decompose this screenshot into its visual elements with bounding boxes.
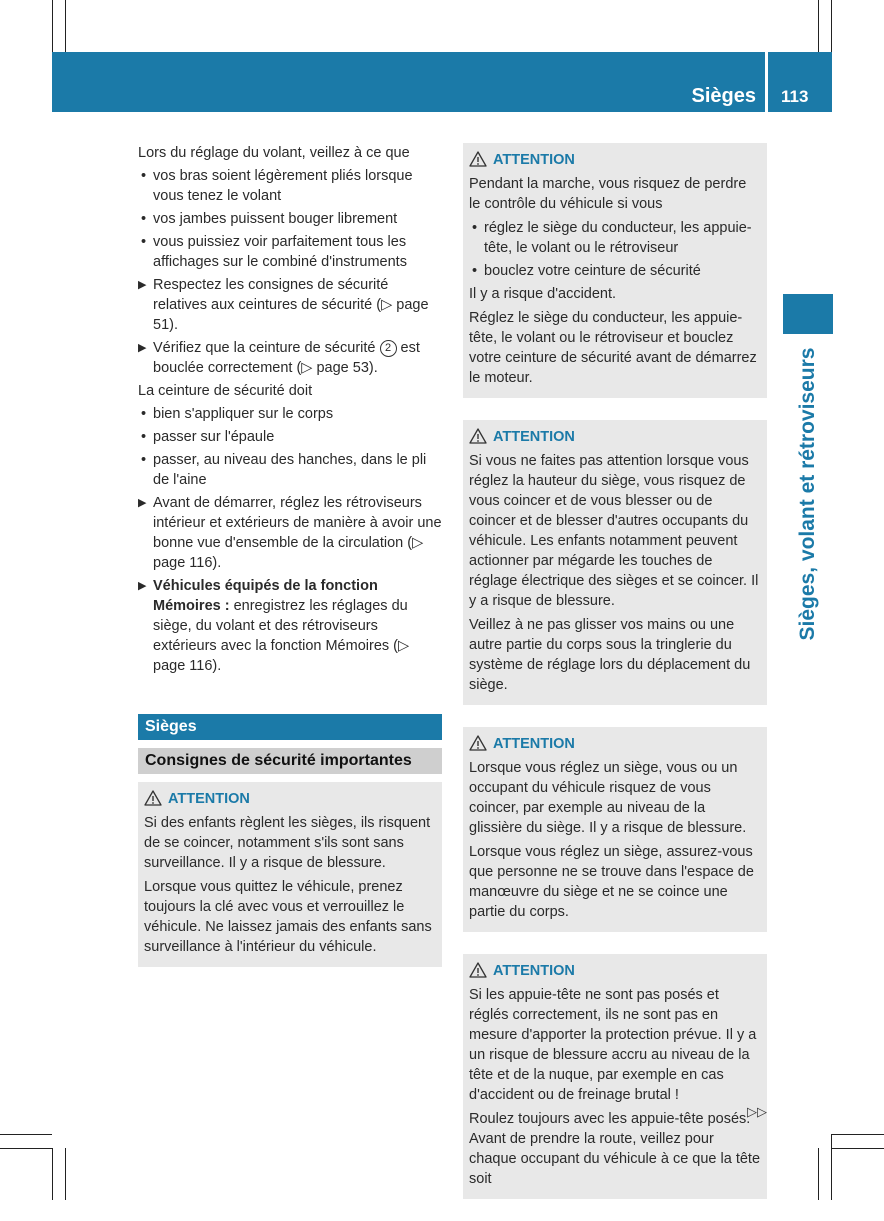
warning-triangle-icon <box>469 151 487 167</box>
step-arrow-icon: ▶ <box>138 580 147 592</box>
warning-triangle-icon <box>469 962 487 978</box>
crop-mark <box>818 1148 819 1200</box>
crop-mark <box>65 1148 66 1200</box>
list-item: • vos bras soient légèrement pliés lorsque vous tenez le volant <box>138 166 442 206</box>
callout-number-icon: 2 <box>380 340 397 357</box>
warning-text: Il y a risque d'accident. <box>469 286 617 302</box>
list-item: • bouclez votre ceinture de sécurité <box>469 261 761 281</box>
instruction-step <box>138 493 442 573</box>
warning-box <box>463 954 767 1199</box>
list-item: • vous puissiez voir parfaitement tous les affichages sur le combiné d'instruments <box>138 232 442 272</box>
warning-box <box>463 143 767 398</box>
crop-mark <box>818 0 819 52</box>
warning-heading <box>469 148 761 172</box>
warning-text: Veillez à ne pas glisser vos mains ou une autre partie du corps sous la tringlerie du système de réglage lors du déplacement du siège. <box>469 617 751 693</box>
warning-heading <box>469 732 761 756</box>
warning-heading-text: ATTENTION <box>168 791 250 807</box>
step-text: Respectez les consignes de sécurité relatives aux ceintures de sécurité (▷ page 51). <box>153 277 429 333</box>
page-number: 113 <box>781 87 809 106</box>
crop-mark <box>52 1148 53 1200</box>
step-text: enregistrez les réglages du siège, du volant et des rétroviseurs extérieurs avec la fonction Mémoires (▷ page 116). <box>153 598 410 674</box>
warning-text: Lorsque vous réglez un siège, assurez-vous que personne ne se trouve dans l'espace de manœuvre du siège et ne se coince une partie du corps. <box>469 844 754 920</box>
crop-mark <box>831 0 832 52</box>
belt-intro-text: La ceinture de sécurité doit <box>138 383 313 399</box>
step-arrow-icon: ▶ <box>138 279 147 291</box>
step-text: Vérifiez que la ceinture de sécurité <box>153 340 376 356</box>
left-column <box>138 143 442 989</box>
list-item: • passer sur l'épaule <box>138 427 442 447</box>
warning-box <box>138 782 442 967</box>
step-arrow-icon: ▶ <box>138 342 147 354</box>
instruction-step <box>138 275 442 335</box>
crop-mark <box>831 1134 832 1200</box>
instruction-step <box>138 576 442 676</box>
list-item: • passer, au niveau des hanches, dans le pli de l'aine <box>138 450 442 490</box>
crop-mark <box>52 0 53 52</box>
header-divider <box>765 52 768 112</box>
warning-box <box>463 727 767 932</box>
crop-mark <box>0 1148 52 1149</box>
warning-heading-text: ATTENTION <box>493 963 575 979</box>
right-column <box>463 143 767 1221</box>
warning-heading <box>144 787 436 811</box>
list-item: • vos jambes puissent bouger librement <box>138 209 442 229</box>
chapter-title: Sièges <box>691 85 756 107</box>
warning-heading <box>469 959 761 983</box>
crop-mark <box>65 0 66 52</box>
list-item: • réglez le siège du conducteur, les appuie-tête, le volant ou le rétroviseur <box>469 218 761 258</box>
warning-triangle-icon <box>469 735 487 751</box>
warning-text: Si des enfants règlent les sièges, ils risquent de se coincer, notamment s'ils sont sans surveillance. Il y a risque de blessure. <box>144 815 431 871</box>
warning-text: Lorsque vous quittez le véhicule, prenez toujours la clé avec vous et verrouillez le véhicule. Ne laissez jamais des enfants sans surveillance à l'intérieur du véhicule. <box>144 879 432 955</box>
subsection-title: Consignes de sécurité importantes <box>138 748 442 774</box>
warning-text: Si vous ne faites pas attention lorsque vous réglez la hauteur du siège, vous risquez de vous coincer et de vous blesser ou de coincer et de blesser d'autres occupants du véhicule. Les enfants notamment peuvent actionner par mégarde les touches de réglage électrique des sièges et se coincer. Il y a risque de blessure. <box>469 453 759 609</box>
warning-triangle-icon <box>469 428 487 444</box>
warning-heading-text: ATTENTION <box>493 429 575 445</box>
instruction-step <box>138 338 442 378</box>
step-text: est bouclée correctement (▷ page 53). <box>153 340 420 376</box>
intro-text: Lors du réglage du volant, veillez à ce que <box>138 145 410 161</box>
warning-triangle-icon <box>144 790 162 806</box>
warning-text: Lorsque vous réglez un siège, vous ou un occupant du véhicule risquez de vous coincer, par exemple au niveau de la glissière du siège. Il y a risque de blessure. <box>469 760 747 836</box>
step-text: Avant de démarrer, réglez les rétroviseurs intérieur et extérieurs de manière à avoir une bonne vue d'ensemble de la circulation (▷ page 116). <box>153 495 442 571</box>
chapter-side-tab <box>783 294 833 334</box>
crop-mark <box>0 1134 52 1135</box>
crop-mark <box>831 1148 884 1149</box>
list-item: • bien s'appliquer sur le corps <box>138 404 442 424</box>
warning-heading-text: ATTENTION <box>493 152 575 168</box>
warning-heading-text: ATTENTION <box>493 736 575 752</box>
section-title: Sièges <box>138 714 442 740</box>
warning-heading <box>469 425 761 449</box>
chapter-side-label: Sièges, volant et rétroviseurs <box>796 347 819 641</box>
warning-text: Réglez le siège du conducteur, les appuie-tête, le volant ou le rétroviseur et bouclez votre ceinture de sécurité avant de démarrez le moteur. <box>469 310 757 386</box>
warning-text: Si les appuie-tête ne sont pas posés et réglés correctement, ils ne sont pas en mesure d'apporter la protection prévue. Il y a un risque de blessure accru au niveau de la tête et de la nuque, par exemple en cas d'accident ou de freinage brutal ! <box>469 987 757 1103</box>
crop-mark <box>831 1134 884 1135</box>
warning-text: Roulez toujours avec les appuie-tête posés. Avant de prendre la route, veillez pour chaque occupant du véhicule à ce que la tête soit <box>469 1111 761 1187</box>
step-bold-text: Véhicules équipés de la fonction Mémoires : <box>153 578 378 614</box>
warning-text: Pendant la marche, vous risquez de perdre le contrôle du véhicule si vous <box>469 176 747 212</box>
continued-marker: ▷▷ <box>747 1104 767 1119</box>
step-arrow-icon: ▶ <box>138 497 147 509</box>
warning-box <box>463 420 767 705</box>
